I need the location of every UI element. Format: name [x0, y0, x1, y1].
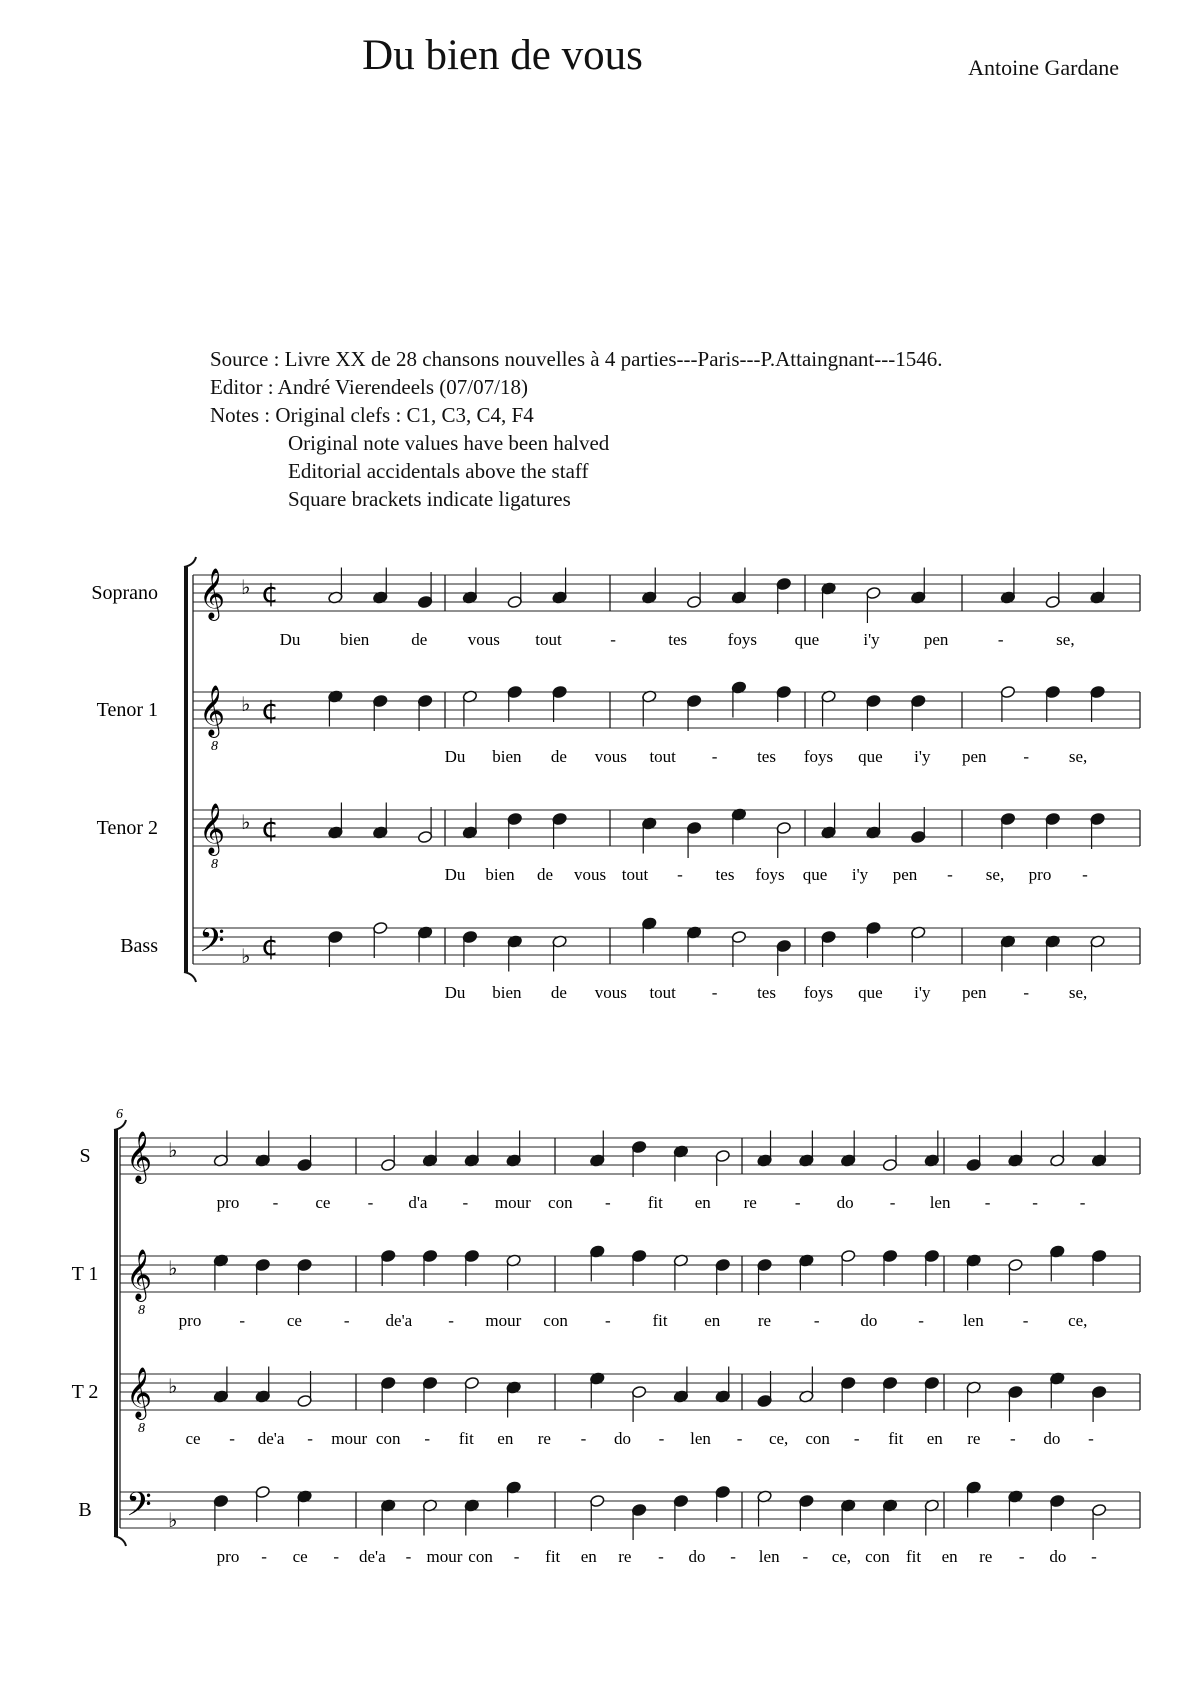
lyric-syllable: tes	[668, 630, 688, 649]
lyric-syllable: -	[307, 1429, 313, 1448]
octave-8-mark: 8	[138, 1421, 145, 1436]
lyric-syllable: -	[1022, 1311, 1029, 1330]
lyric-syllable: -	[229, 1429, 235, 1448]
lyric-syllable: Du	[444, 865, 466, 884]
lyric-syllable: de	[550, 747, 567, 766]
lyric-syllable: len	[690, 1429, 711, 1448]
bracket-bottom-hook	[114, 1536, 126, 1546]
lyric-syllable: tes	[757, 747, 776, 766]
lyric-syllable: -	[658, 1547, 664, 1566]
clefs-line: Notes : Original clefs : C1, C3, C4, F4	[210, 403, 534, 427]
treble-clef-icon: 𝄞	[126, 1367, 153, 1418]
cut-time-signature-icon: ¢	[261, 929, 279, 962]
voice-name: Tenor 1	[96, 699, 158, 721]
lyric-syllable: fit	[905, 1547, 922, 1566]
lyric-syllable: fit	[458, 1429, 474, 1448]
lyric-syllable: Du	[279, 630, 301, 649]
lyric-syllable: -	[1091, 1547, 1097, 1566]
lyric-syllable: fit	[545, 1547, 561, 1566]
source-line: Source : Livre XX de 28 chansons nouvelles à 4 parties---Paris---P.Attaingnant---1546.	[210, 347, 943, 371]
lyric-syllable: mour	[485, 1311, 522, 1330]
voice-name: Bass	[120, 935, 158, 957]
lyric-syllable: i'y	[863, 630, 880, 649]
lyric-syllable: ce,	[768, 1429, 789, 1448]
lyric-syllable: -	[1023, 983, 1029, 1002]
lyric-syllable: -	[448, 1311, 454, 1330]
lyric-syllable: con	[468, 1547, 493, 1566]
treble-clef-icon: 𝄞	[199, 685, 226, 736]
lyric-syllable: foys	[803, 983, 834, 1002]
lyric-syllable: len	[758, 1547, 780, 1566]
lyric-syllable: i'y	[914, 747, 931, 766]
lyric-syllable: re	[757, 1311, 772, 1330]
lyric-syllable: d'a	[408, 1193, 428, 1212]
lyric-syllable: -	[1079, 1193, 1086, 1212]
piece-title: Du bien de vous	[362, 32, 643, 79]
lyric-syllable: en	[704, 1311, 721, 1330]
lyric-syllable: -	[513, 1547, 520, 1566]
lyric-syllable: pro	[1028, 865, 1052, 884]
lyric-syllable: -	[736, 1429, 743, 1448]
lyric-syllable: len	[929, 1193, 951, 1212]
lyric-syllable: -	[343, 1311, 350, 1330]
voice-name: S	[79, 1145, 91, 1167]
lyric-syllable: re	[967, 1429, 981, 1448]
lyric-syllable: -	[730, 1547, 736, 1566]
lyric-syllable: -	[580, 1429, 587, 1448]
lyric-syllable: pen	[961, 747, 987, 766]
flat-key-signature-icon: ♭	[241, 944, 251, 968]
bass-clef-icon: 𝄢	[199, 922, 225, 968]
flat-key-signature-icon: ♭	[241, 575, 251, 599]
lyric-syllable: ce	[286, 1311, 302, 1330]
lyric-syllable: -	[333, 1547, 340, 1566]
lyric-syllable: -	[711, 747, 718, 766]
lyric-syllable: -	[239, 1311, 246, 1330]
lyric-syllable: se,	[1068, 747, 1088, 766]
lyric-syllable: -	[1018, 1547, 1025, 1566]
lyric-syllable: -	[984, 1193, 991, 1212]
flat-key-signature-icon: ♭	[241, 692, 251, 716]
flat-key-signature-icon: ♭	[168, 1508, 178, 1532]
lyric-syllable: Du	[444, 983, 466, 1002]
lyric-syllable: mour	[426, 1547, 463, 1566]
lyric-syllable: -	[997, 630, 1004, 649]
lyric-syllable: en	[497, 1429, 514, 1448]
octave-8-mark: 8	[211, 739, 218, 754]
lyric-syllable: i'y	[851, 865, 869, 884]
lyric-syllable: -	[947, 865, 953, 884]
lyric-syllable: -	[424, 1429, 431, 1448]
lyric-syllable: en	[694, 1193, 711, 1212]
lyric-syllable: con	[865, 1547, 890, 1566]
lyric-syllable: que	[858, 983, 883, 1002]
lyric-syllable: -	[889, 1193, 896, 1212]
ligatures-line: Square brackets indicate ligatures	[288, 487, 571, 511]
lyric-syllable: bien	[492, 983, 522, 1002]
lyric-syllable: con	[375, 1429, 401, 1448]
lyric-syllable: i'y	[914, 983, 931, 1002]
lyric-syllable: tout	[649, 983, 676, 1002]
lyric-syllable: do	[1049, 1547, 1067, 1566]
lyric-syllable: con	[543, 1311, 568, 1330]
lyric-syllable: -	[272, 1193, 279, 1212]
lyric-syllable: ce	[185, 1429, 201, 1448]
lyric-syllable: -	[1023, 747, 1029, 766]
lyric-syllable: tout	[649, 747, 676, 766]
measure-number: 6	[116, 1107, 123, 1122]
lyric-syllable: vous	[573, 865, 607, 884]
lyric-syllable: fit	[647, 1193, 663, 1212]
cut-time-signature-icon: ¢	[261, 693, 279, 726]
flat-key-signature-icon: ♭	[168, 1374, 178, 1398]
lyric-syllable: -	[604, 1193, 611, 1212]
lyric-syllable: fit	[888, 1429, 904, 1448]
lyric-syllable: que	[858, 747, 883, 766]
treble-clef-icon: 𝄞	[126, 1131, 153, 1182]
lyric-syllable: re	[979, 1547, 993, 1566]
voice-name: T 2	[71, 1381, 99, 1403]
lyric-syllable: pen	[923, 630, 949, 649]
lyric-syllable: tes	[757, 983, 776, 1002]
lyric-syllable: -	[1010, 1429, 1016, 1448]
lyric-syllable: ce	[292, 1547, 308, 1566]
voice-name: Tenor 2	[96, 817, 158, 839]
octave-8-mark: 8	[211, 857, 218, 872]
voice-name: T 1	[71, 1263, 99, 1285]
lyric-syllable: -	[853, 1429, 860, 1448]
treble-clef-icon: 𝄞	[199, 803, 226, 854]
note-values-line: Original note values have been halved	[288, 431, 610, 455]
accidentals-line: Editorial accidentals above the staff	[288, 459, 589, 483]
lyric-syllable: do	[613, 1429, 631, 1448]
lyric-syllable: vous	[594, 747, 627, 766]
lyric-syllable: bien	[485, 865, 515, 884]
lyric-syllable: se,	[985, 865, 1005, 884]
editor-line: Editor : André Vierendeels (07/07/18)	[210, 375, 528, 399]
lyric-syllable: -	[405, 1547, 412, 1566]
lyric-syllable: foys	[727, 630, 757, 649]
voice-name: B	[78, 1499, 92, 1521]
lyric-syllable: len	[962, 1311, 984, 1330]
flat-key-signature-icon: ♭	[168, 1256, 178, 1280]
lyric-syllable: re	[537, 1429, 551, 1448]
lyric-syllable: tout	[535, 630, 562, 649]
lyric-syllable: ce	[315, 1193, 331, 1212]
lyric-syllable: tes	[715, 865, 735, 884]
lyric-syllable: -	[604, 1311, 611, 1330]
lyric-syllable: re	[743, 1193, 757, 1212]
lyric-syllable: fit	[652, 1311, 668, 1330]
lyric-syllable: -	[610, 630, 616, 649]
lyric-syllable: pro	[216, 1193, 240, 1212]
lyric-syllable: de'a	[257, 1429, 285, 1448]
lyric-syllable: ce,	[831, 1547, 852, 1566]
lyric-syllable: mour	[494, 1193, 531, 1212]
lyric-syllable: en	[580, 1547, 597, 1566]
bracket-bottom-hook	[184, 972, 196, 982]
lyric-syllable: -	[1032, 1193, 1038, 1212]
voice-name: Soprano	[91, 582, 158, 604]
lyric-syllable: -	[658, 1429, 665, 1448]
flat-key-signature-icon: ♭	[168, 1138, 178, 1162]
lyric-syllable: -	[1088, 1429, 1094, 1448]
treble-clef-icon: 𝄞	[199, 568, 226, 619]
lyric-syllable: vous	[467, 630, 500, 649]
lyric-syllable: -	[918, 1311, 924, 1330]
lyric-syllable: foys	[803, 747, 834, 766]
lyric-syllable: re	[618, 1547, 632, 1566]
lyric-syllable: -	[794, 1193, 801, 1212]
lyric-syllable: de'a	[385, 1311, 413, 1330]
lyric-syllable: do	[836, 1193, 854, 1212]
lyric-syllable: con	[548, 1193, 573, 1212]
flat-key-signature-icon: ♭	[241, 810, 251, 834]
lyric-syllable: -	[813, 1311, 820, 1330]
lyric-syllable: pen	[892, 865, 918, 884]
lyric-syllable: de'a	[358, 1547, 386, 1566]
lyric-syllable: con	[805, 1429, 830, 1448]
lyric-syllable: pro	[216, 1547, 240, 1566]
lyric-syllable: ce,	[1068, 1311, 1088, 1330]
composer-name: Antoine Gardane	[968, 55, 1119, 80]
lyric-syllable: en	[941, 1547, 958, 1566]
cut-time-signature-icon: ¢	[261, 811, 279, 844]
lyric-syllable: bien	[339, 630, 370, 649]
cut-time-signature-icon: ¢	[261, 576, 279, 609]
lyric-syllable: se,	[1056, 630, 1075, 649]
lyric-syllable: Du	[444, 747, 466, 766]
lyric-syllable: foys	[755, 865, 785, 884]
lyric-syllable: do	[860, 1311, 878, 1330]
lyric-syllable: se,	[1068, 983, 1088, 1002]
lyric-syllable: -	[367, 1193, 374, 1212]
lyric-syllable: que	[794, 630, 820, 649]
lyric-syllable: de	[411, 630, 428, 649]
lyric-syllable: -	[711, 983, 718, 1002]
lyric-syllable: pen	[961, 983, 987, 1002]
lyric-syllable: de	[536, 865, 554, 884]
lyric-syllable: do	[1043, 1429, 1061, 1448]
lyric-syllable: -	[677, 865, 683, 884]
bracket-top-hook	[184, 557, 196, 567]
bass-clef-icon: 𝄢	[126, 1486, 152, 1532]
lyric-syllable: do	[688, 1547, 706, 1566]
lyric-syllable: -	[261, 1547, 267, 1566]
lyric-syllable: bien	[492, 747, 522, 766]
treble-clef-icon: 𝄞	[126, 1249, 153, 1300]
lyric-syllable: -	[462, 1193, 469, 1212]
lyric-syllable: mour	[331, 1429, 368, 1448]
lyric-syllable: tout	[621, 865, 649, 884]
lyric-syllable: que	[802, 865, 828, 884]
lyric-syllable: pro	[178, 1311, 202, 1330]
lyric-syllable: -	[1082, 865, 1088, 884]
lyric-syllable: de	[550, 983, 567, 1002]
lyric-syllable: en	[926, 1429, 943, 1448]
octave-8-mark: 8	[138, 1303, 145, 1318]
lyric-syllable: -	[802, 1547, 809, 1566]
lyric-syllable: vous	[594, 983, 627, 1002]
